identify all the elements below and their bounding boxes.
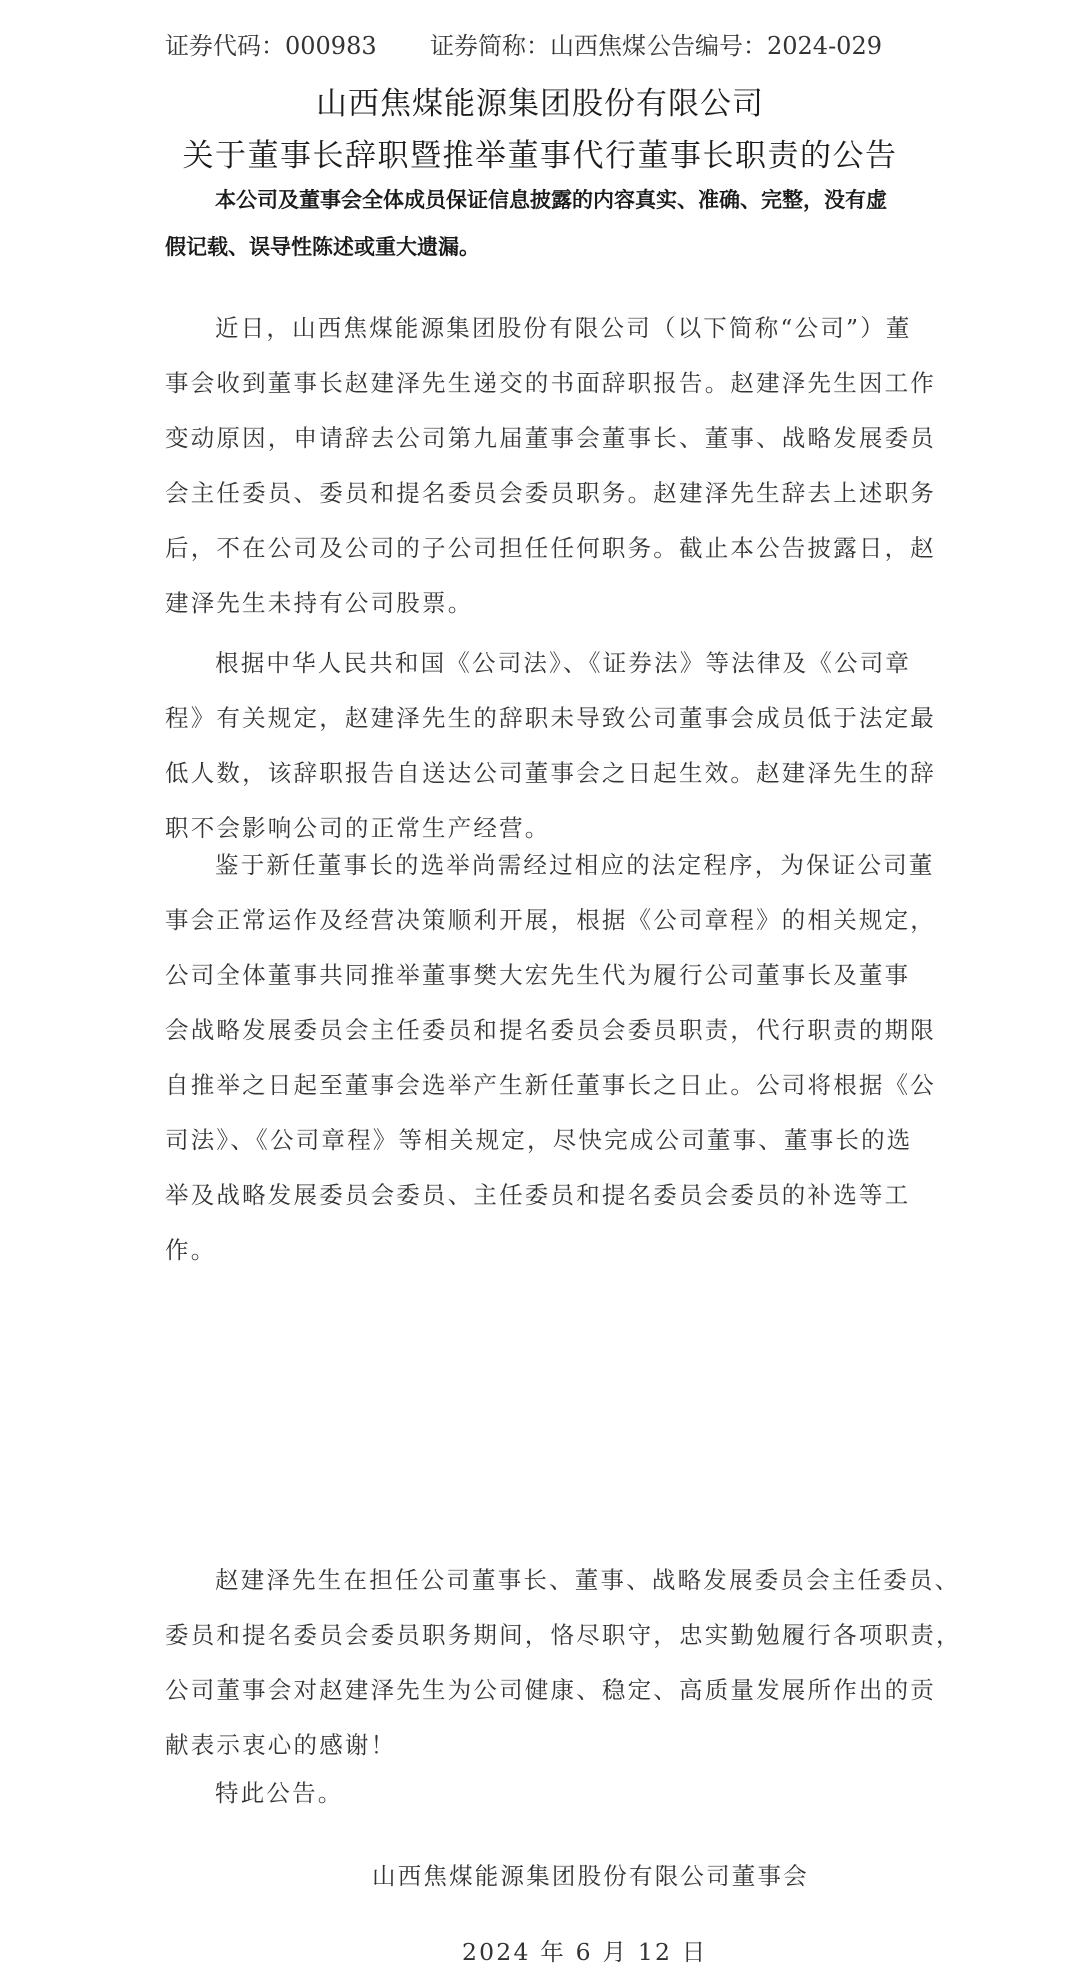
paragraph-line: 司法》、《公司章程》等相关规定，尽快完成公司董事、董事长的选 [165,1126,913,1154]
signature-date: 2024 年 6 月 12 日 [462,1938,708,1966]
paragraph-line: 事会正常运作及经营决策顺利开展，根据《公司章程》的相关规定， [165,906,936,934]
paragraph-line: 会战略发展委员会主任委员和提名委员会委员职责，代行职责的期限 [165,1016,936,1044]
paragraph-line: 根据中华人民共和国《公司法》、《证券法》等法律及《公司章 [215,649,912,677]
stock-short-name: 证券简称：山西焦煤 [430,32,646,60]
paragraph-line: 鉴于新任董事长的选举尚需经过相应的法定程序，为保证公司董 [215,851,935,879]
paragraph-line: 作。 [165,1236,217,1264]
paragraph-line: 建泽先生未持有公司股票。 [165,589,474,617]
paragraph-line: 会主任委员、委员和提名委员会委员职务。赵建泽先生辞去上述职务 [165,479,936,507]
paragraph-line: 赵建泽先生在担任公司董事长、董事、战略发展委员会主任委员、 [215,1566,961,1594]
paragraph-line: 特此公告。 [215,1779,344,1807]
paragraph-line: 近日，山西焦煤能源集团股份有限公司（以下简称“公司”）董 [215,314,912,342]
paragraph-line: 公司董事会对赵建泽先生为公司健康、稳定、高质量发展所作出的贡 [165,1676,936,1704]
paragraph-line: 献表示衷心的感谢！ [165,1731,397,1759]
paragraph-line: 事会收到董事长赵建泽先生递交的书面辞职报告。赵建泽先生因工作 [165,369,936,397]
paragraph-line: 公司全体董事共同推举董事樊大宏先生代为履行公司董事长及董事 [165,961,911,989]
paragraph-line: 职不会影响公司的正常生产经营。 [165,814,551,842]
announcement-number: 公告编号：2024-029 [647,32,882,60]
announcement-title: 关于董事长辞职暨推举董事代行董事长职责的公告 [182,138,898,174]
paragraph-line: 委员和提名委员会委员职务期间，恪尽职守，忠实勤勉履行各项职责， [165,1621,962,1649]
notice-line: 假记载、误导性陈述或重大遗漏。 [165,235,480,259]
paragraph-line: 程》有关规定，赵建泽先生的辞职未导致公司董事会成员低于法定最 [165,704,936,732]
stock-code: 证券代码：000983 [165,32,377,60]
company-title: 山西焦煤能源集团股份有限公司 [316,86,764,122]
paragraph-line: 低人数，该辞职报告自送达公司董事会之日起生效。赵建泽先生的辞 [165,759,936,787]
paragraph-line: 举及战略发展委员会委员、主任委员和提名委员会委员的补选等工 [165,1181,911,1209]
notice-line: 本公司及董事会全体成员保证信息披露的内容真实、准确、完整，没有虚 [215,188,887,212]
paragraph-line: 变动原因，申请辞去公司第九届董事会董事长、董事、战略发展委员 [165,424,936,452]
paragraph-line: 后，不在公司及公司的子公司担任任何职务。截止本公告披露日，赵 [165,534,936,562]
header-meta-row [165,26,920,66]
signature-issuer: 山西焦煤能源集团股份有限公司董事会 [372,1862,809,1890]
paragraph-line: 自推举之日起至董事会选举产生新任董事长之日止。公司将根据《公 [165,1071,936,1099]
